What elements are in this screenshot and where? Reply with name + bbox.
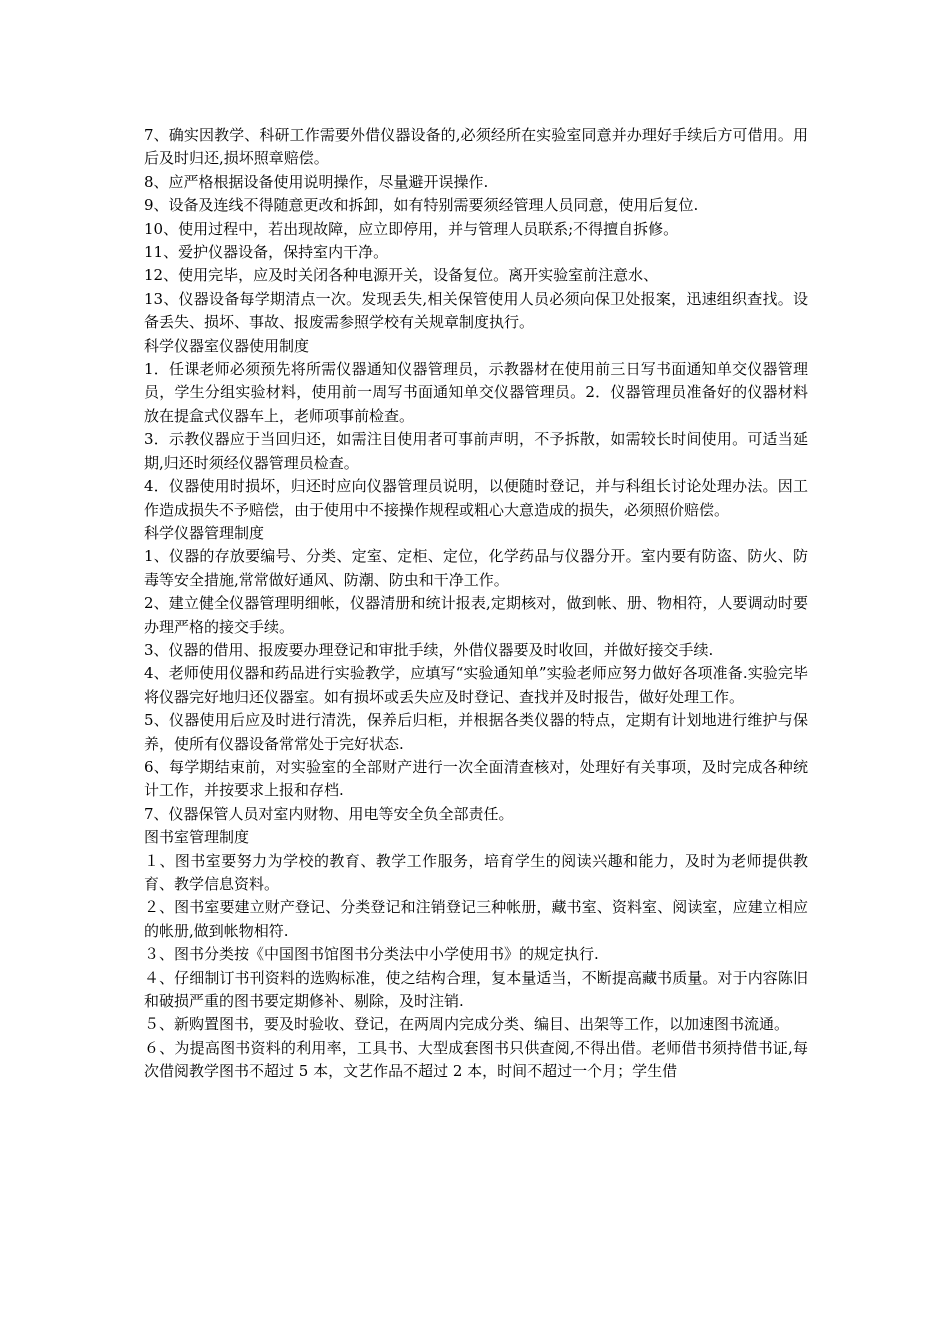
paragraph: 4．仪器使用时损坏，归还时应向仪器管理员说明，以便随时登记，并与科组长讨论处理办法。因工作造成损失不予赔偿，由于使用中不接操作规程或粗心大意造成的损失，必须照价赔偿。	[144, 477, 808, 519]
paragraph: 13、仪器设备每学期清点一次。发现丢失,相关保管使用人员必须向保卫处报案，迅速组织查找。设备丢失、损坏、事故、报废需参照学校有关规章制度执行。	[144, 289, 808, 332]
paragraph: 4、老师使用仪器和药品进行实验教学，应填写“实验通知单”实验老师应努力做好各项准备.实验完毕将仪器完好地归还仪器室。如有损坏或丢失应及时登记、查找并及时报告，做好处理工作。	[144, 664, 808, 706]
paragraph: 3、仪器的借用、报废要办理登记和审批手续，外借仪器要及时收回，并做好接交手续.	[144, 640, 714, 659]
section-heading: 图书室管理制度	[144, 828, 250, 847]
paragraph: 2、建立健全仪器管理明细帐，仪器清册和统计报表,定期核对，做到帐、册、物相符，人要调动时要办理严格的接交手续。	[144, 594, 808, 636]
paragraph: ５、新购置图书，要及时验收、登记，在两周内完成分类、编目、出架等工作，以加速图书流通。	[144, 1015, 790, 1034]
paragraph: １、图书室要努力为学校的教育、教学工作服务，培育学生的阅读兴趣和能力，及时为老师提供教育、教学信息资料。	[144, 851, 808, 893]
paragraph: ４、仔细制订书刊资料的选购标准，使之结构合理，复本量适当，不断提高藏书质量。对于内容陈旧和破损严重的图书要定期修补、剔除，及时注销.	[144, 968, 808, 1011]
section-heading: 科学仪器室仪器使用制度	[144, 336, 310, 355]
paragraph: 5、仪器使用后应及时进行清洗，保养后归柜，并根据各类仪器的特点，定期有计划地进行维护与保养，使所有仪器设备常常处于完好状态.	[144, 711, 808, 753]
paragraph: 9、设备及连线不得随意更改和拆卸，如有特别需要须经管理人员同意，使用后复位.	[144, 196, 699, 215]
paragraph: 11、爱护仪器设备，保持室内干净。	[144, 243, 389, 262]
paragraph: 3．示教仪器应于当回归还，如需注目使用者可事前声明，不予拆散，如需较长时间使用。可适当延期,归还时须经仪器管理员检查。	[144, 430, 808, 472]
paragraph: 1．任课老师必须预先将所需仪器通知仪器管理员，示教器材在使用前三日写书面通知单交仪器管理员，学生分组实验材料，使用前一周写书面通知单交仪器管理员。2．仪器管理员准备好的仪器材料放在提盒式仪器车上，老师项事前检查。	[144, 360, 808, 425]
paragraph: 10、使用过程中，若出现故障，应立即停用，并与管理人员联系;不得擅自拆修。	[144, 219, 679, 238]
paragraph: ６、为提高图书资料的利用率，工具书、大型成套图书只供查阅,不得出借。老师借书须持借书证,每次借阅教学图书不超过 5 本，文艺作品不超过 2 本，时间不超过一个月；学生借	[144, 1038, 808, 1081]
document-page	[144, 124, 808, 1084]
section-heading: 科学仪器管理制度	[144, 523, 265, 542]
paragraph: ３、图书分类按《中国图书馆图书分类法中小学使用书》的规定执行.	[144, 945, 599, 964]
paragraph: ２、图书室要建立财产登记、分类登记和注销登记三种帐册，藏书室、资料室、阅读室，应建立相应的帐册,做到帐物相符.	[144, 898, 808, 940]
paragraph: 7、确实因教学、科研工作需要外借仪器设备的,必须经所在实验室同意并办理好手续后方可借用。用后及时归还,损坏照章赔偿。	[144, 126, 808, 168]
paragraph: 7、仪器保管人员对室内财物、用电等安全负全部责任。	[144, 804, 514, 823]
paragraph: 1、仪器的存放要编号、分类、定室、定柜、定位，化学药品与仪器分开。室内要有防盗、防火、防毒等安全措施,常常做好通风、防潮、防虫和干净工作。	[144, 547, 808, 589]
paragraph: 6、每学期结束前，对实验室的全部财产进行一次全面清查核对，处理好有关事项，及时完成各种统计工作，并按要求上报和存档.	[144, 757, 808, 800]
paragraph: 12、使用完毕，应及时关闭各种电源开关，设备复位。离开实验室前注意水、	[144, 266, 659, 285]
paragraph: 8、应严格根据设备使用说明操作，尽量避开误操作.	[144, 172, 489, 191]
